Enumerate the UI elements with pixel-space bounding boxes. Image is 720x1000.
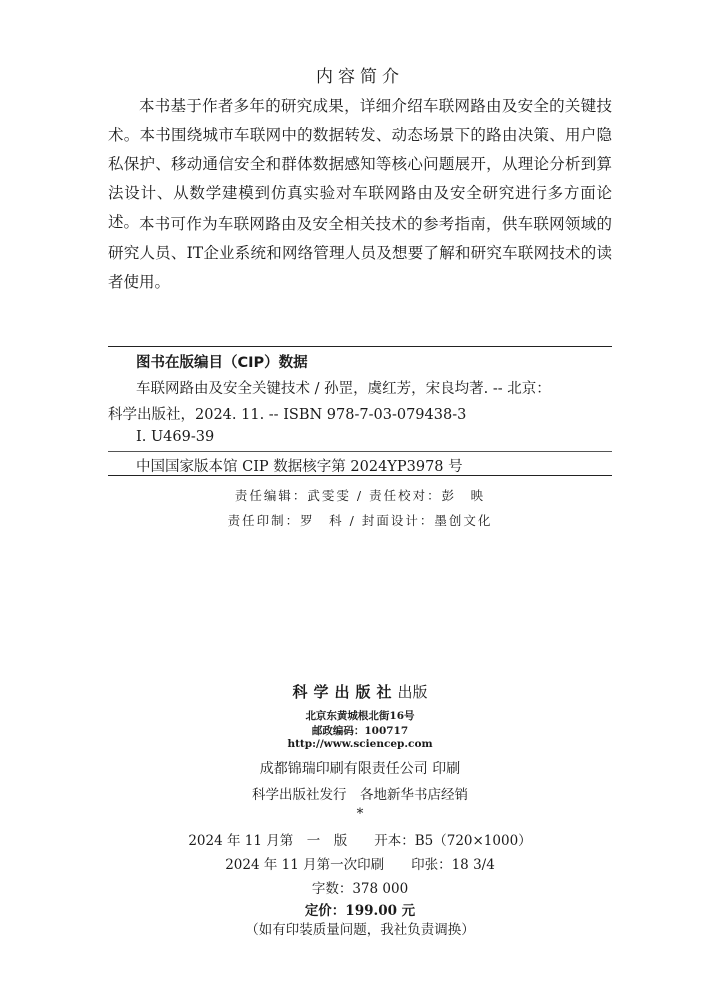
editors-line-1: 责任编辑：武雯雯 / 责任校对：彭 映 [234,488,486,503]
edition-line: 2024 年 11 月第 一 版 开本：B5（720×1000） [188,833,532,849]
publisher-website: http://www.sciencep.com [287,738,433,750]
distribution-line: 科学出版社发行 各地新华书店经销 [252,787,468,803]
publisher-postcode: 邮政编码：100717 [311,725,409,737]
cip-line-1: 车联网路由及安全关键技术 / 孙罡，虞红芳，宋良均著. -- 北京： [136,381,551,397]
separator-asterisk: * [356,806,364,822]
cip-line-2: 科学出版社，2024. 11. -- ISBN 978-7-03-079438-3 [108,407,467,423]
publisher-suffix: 出版 [397,683,428,701]
quality-notice: （如有印装质量问题，我社负责调换） [245,922,475,938]
word-count: 字数：378 000 [311,881,409,897]
editors-line-2: 责任印制：罗 科 / 封面设计：墨创文化 [227,513,493,528]
publisher-address: 北京东黄城根北街16号 [305,710,415,722]
price: 定价：199.00 元 [304,903,416,919]
cip-top-rule [108,346,612,347]
summary-title: 内容简介 [316,67,404,87]
summary-paragraph-2: 本书可作为车联网路由及安全相关技术的参考指南，供车联网领域的研究人员、IT企业系统和网络管理人员及想要了解和研究车联网技术的读者使用。 [108,215,612,291]
publisher-line [0,681,720,702]
summary-paragraph-1: 本书基于作者多年的研究成果，详细介绍车联网路由及安全的关键技术。本书围绕城市车联网中的数据转发、动态场景下的路由决策、用户隐私保护、移动通信安全和群体数据感知等核心问题展开，从理论分析到算法设计、从数学建模到仿真实验对车联网路由及安全研究进行多方面论述。 [108,97,612,231]
cip-bottom-rule [108,475,612,476]
cip-line-3: Ⅰ. U469-39 [136,429,215,445]
publisher-logo: 科学出版社 [292,683,398,701]
cip-heading: 图书在版编目（CIP）数据 [136,355,308,371]
printer-line: 成都锦瑞印刷有限责任公司 印刷 [259,761,461,777]
cip-mid-rule [108,451,612,452]
cip-line-4: 中国国家版本馆 CIP 数据核字第 2024YP3978 号 [136,459,463,475]
printing-line: 2024 年 11 月第一次印刷 印张：18 3/4 [225,857,495,873]
